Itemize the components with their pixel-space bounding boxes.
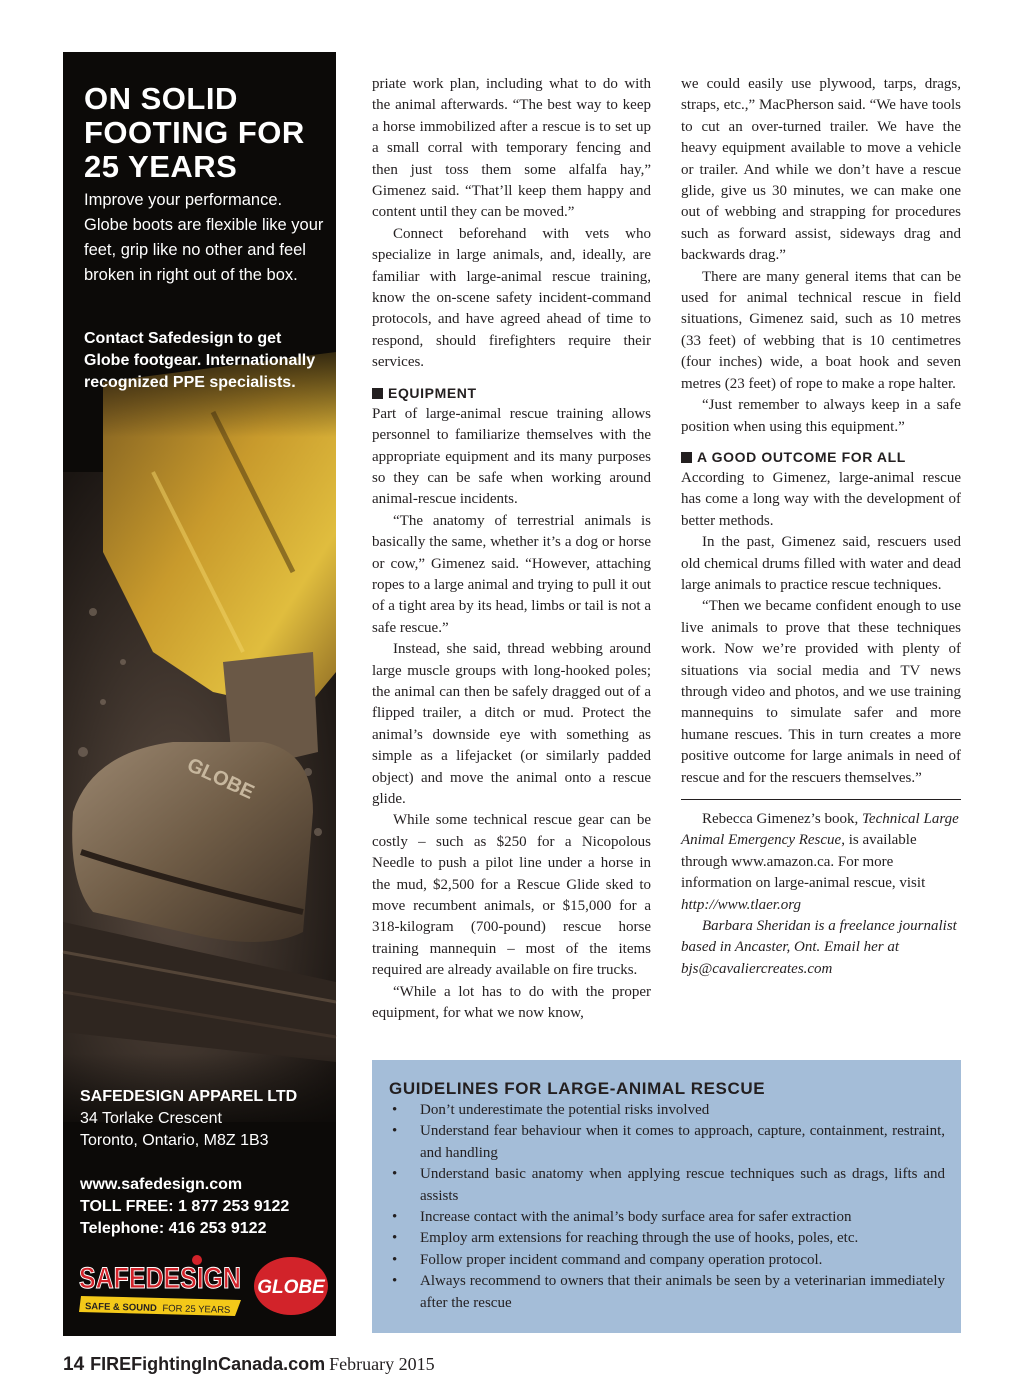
list-item: • Increase contact with the animal’s body surface area for safer extraction — [389, 1207, 945, 1228]
guidelines-box — [372, 1060, 961, 1333]
globe-boots-advertisement — [63, 52, 336, 1336]
section-heading-equipment: EQUIPMENT — [372, 383, 651, 404]
svg-text:SAFE & SOUND FOR 25 YEAR: SAFE & SOUND FOR 25 YEARS — [84, 1301, 231, 1316]
book-title: Technical Large Animal Emergency Rescue — [681, 811, 959, 849]
paragraph: “The anatomy of terrestrial animals is basically the same, whether it’s a dog or horse or cow,” Gimenez said. “However, attaching ropes to a large animal and trying to pull it out of a tight area by its head, limbs or tail is not a safe rescue.” — [372, 512, 651, 636]
list-item: • Follow proper incident command and company operation protocol. — [389, 1250, 945, 1271]
page-footer — [63, 1352, 435, 1377]
article-column-1 — [372, 74, 651, 1024]
svg-text:SAFEDESIGN: SAFEDESIGN — [79, 1262, 241, 1295]
issue-date: February 2015 — [329, 1354, 435, 1374]
paragraph: In the past, Gimenez said, rescuers used old chemical drums filled with water and dead large animals to practice rescue techniques. — [681, 534, 961, 593]
ad-company-name: SAFEDESIGN APPAREL LTD — [80, 1088, 298, 1105]
bullet-icon: • — [392, 1230, 398, 1247]
paragraph: According to Gimenez, large-animal rescue has come a long way with the development of better methods. — [681, 469, 961, 529]
bullet-icon: • — [392, 1209, 398, 1226]
ad-address-block — [80, 1086, 330, 1240]
safedesign-logo — [77, 1252, 245, 1318]
svg-text:GLOBE: GLOBE — [257, 1277, 325, 1298]
bullet-icon: • — [392, 1251, 398, 1268]
ad-website-link[interactable]: www.safedesign.com — [80, 1176, 243, 1193]
paragraph: While some technical rescue gear can be costly – such as $250 for a Nicopolous Needle to push a pilot line under a horse in the mud, $2,500 for a Rescue Glide sked to move recumbent animals, or $15,000 for a 318-kilogram (700-pound) rescue horse training mannequin – most of the items required are already available on fire trucks. — [372, 812, 651, 979]
book-note: Rebecca Gimenez’s book, Technical Large Animal Emergency Rescue, is available through www.amazon.ca. For more information on large-animal rescue, visit http://www.tlaer.org — [681, 811, 959, 913]
bullet-icon: • — [392, 1123, 398, 1140]
article-column-2 — [681, 74, 961, 980]
section-heading-good-outcome: A GOOD OUTCOME FOR ALL — [681, 447, 961, 468]
ad-contact-text: Contact Safedesign to get Globe footgear. Internationally recognized PPE specialists. — [84, 330, 316, 391]
square-bullet-icon — [681, 452, 692, 463]
paragraph: Part of large-animal rescue training allows personnel to familiarize themselves with the appropriate equipment and its many purposes so they can be safe when working around animal-rescue incidents. — [372, 405, 651, 508]
list-item: • Understand fear behaviour when it comes to approach, capture, containment, restraint, and handling — [392, 1123, 945, 1161]
guidelines-title: GUIDELINES FOR LARGE-ANIMAL RESCUE — [389, 1079, 766, 1098]
list-item: • Understand basic anatomy when applying rescue techniques such as drags, lifts and assists — [392, 1166, 945, 1204]
paragraph: we could easily use plywood, tarps, drags, straps, etc.,” MacPherson said. “We have tools to cut an over-turned trailer. We have the heavy equipment available to move a vehicle or trailer. And while we don’t have a rescue glide, give us 30 minutes, we can make one out of webbing and strapping for procedures such as forward assist, sideways drag and backwards drag.” — [681, 76, 961, 264]
list-item: • Always recommend to owners that their animals be seen by a veterinarian immediately after the rescue — [392, 1273, 945, 1311]
ad-headline: ON SOLID FOOTING FOR 25 YEARS — [84, 81, 305, 184]
site-name[interactable]: FIREFightingInCanada.com — [90, 1354, 326, 1374]
divider — [681, 799, 961, 800]
globe-logo — [253, 1256, 329, 1316]
ad-telephone: Telephone: 416 253 9122 — [80, 1220, 267, 1237]
paragraph: “Just remember to always keep in a safe position when using this equipment.” — [681, 397, 961, 435]
paragraph: “While a lot has to do with the proper equipment, for what we now know, — [372, 983, 651, 1022]
list-item: • Employ arm extensions for reaching through the use of hooks, poles, etc. — [389, 1228, 945, 1249]
ad-city: Toronto, Ontario, M8Z 1B3 — [80, 1132, 269, 1149]
tlaer-link[interactable]: http://www.tlaer.org — [681, 896, 802, 913]
ad-body-text: Improve your performance. Globe boots are flexible like your feet, grip like no other and feel broken in right out of the box. — [84, 191, 324, 284]
list-item: • Don’t underestimate the potential risks involved — [389, 1100, 945, 1121]
ad-toll-free: TOLL FREE: 1 877 253 9122 — [80, 1198, 290, 1215]
paragraph: Connect beforehand with vets who specialize in large animals, and, ideally, are familiar with large-animal rescue training, know the on-scene safety incident-command protocols, and have agreed ahead of time to respond, should firefighters require their services. — [372, 225, 651, 371]
author-byline: Barbara Sheridan is a freelance journalist based in Ancaster, Ont. Email her at bjs@cavaliercreates.com — [681, 918, 957, 977]
paragraph: Instead, she said, thread webbing around large muscle groups with long-hooked poles; the animal can then be safely dragged out of a flipped trailer, a ditch or mud. Protect the animal’s downside eye with something as simple as a lifejacket (or similarly padded object) and move the animal onto a rescue glide. — [372, 641, 651, 807]
bullet-icon: • — [392, 1102, 398, 1118]
bullet-icon: • — [392, 1273, 398, 1290]
bullet-icon: • — [392, 1166, 398, 1183]
paragraph: “Then we became confident enough to use live animals to prove that these techniques work. Now we’re provided with plenty of situations via social media and TV news through video and photos, and we use training mannequins to simulate safer and more humane rescues. This in turn creates a more positive outcome for large animals in need of rescue and for the rescuers themselves.” — [681, 598, 961, 786]
ad-street: 34 Torlake Crescent — [80, 1110, 222, 1127]
page-number: 14 — [63, 1354, 85, 1375]
square-bullet-icon — [372, 388, 383, 399]
paragraph: There are many general items that can be used for animal technical rescue in field situations, Gimenez said, such as 10 metres (33 feet) of webbing that is 10 centimetres (four inches) wide, a boat hook and seven metres (23 feet) of rope to make a rope halter. — [681, 268, 961, 392]
guidelines-list — [389, 1100, 945, 1314]
paragraph: priate work plan, including what to do with the animal afterwards. “The best way to keep a horse immobilized after a rescue is to set up a small corral with temporary fencing and then just toss them some alfalfa hay,” Gimenez said. “That’ll keep them happy and content until they can be moved.” — [372, 76, 651, 221]
